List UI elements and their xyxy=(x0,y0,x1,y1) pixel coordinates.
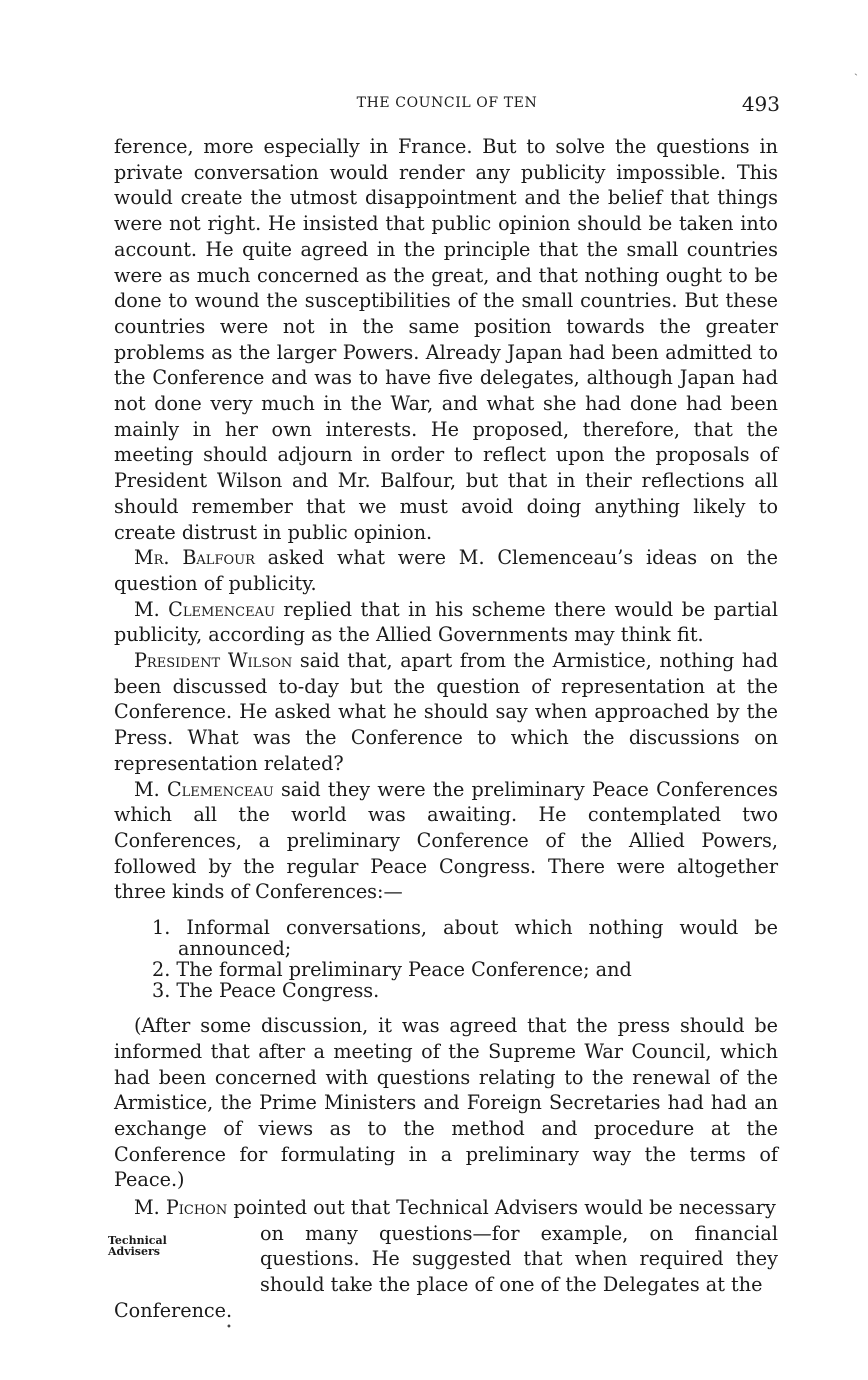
list-item: 2. The formal preliminary Peace Conference; and xyxy=(152,958,632,982)
paragraph-press-note: (After some discussion, it was agreed that the press should be informed that after a meeting of the Supreme War Council, which had been concerned with questions relating to the renewal of the Armistice, the Prime Ministers and Foreign Secretaries had had an exchange of views as to the method and procedure at the Conference for formulating in a preliminary way the terms of Peace.) xyxy=(114,1014,778,1192)
speaker-name: President Wilson xyxy=(134,649,293,673)
running-head: THE COUNCIL OF TEN xyxy=(356,95,538,111)
sidenote-technical-advisers xyxy=(108,1235,198,1257)
paragraph-text: said that, apart from the Armistice, nothing had been discussed to-day but the question of representation at the Conference. He asked what he should say when approached by the Press. What was the Conference to which the discussions on representation related? xyxy=(114,649,778,775)
paragraph-text: replied that in his scheme there would be partial publicity, according as the Allied Governments may think fit. xyxy=(114,597,778,647)
paragraph-clemenceau-2 xyxy=(114,777,778,906)
speaker-name: M. Clemenceau xyxy=(134,597,275,621)
margin-dot: • xyxy=(226,1322,232,1333)
paragraph-text: said they were the preliminary Peace Conferences which all the world was awaiting. He contemplated two Conferences, a preliminary Conference of the Allied Powers, followed by the regular Peace Congress. There were altogether three kinds of Conferences:— xyxy=(114,777,778,904)
sidenote-line: Advisers xyxy=(108,1245,160,1259)
paragraph-continuation: ference, more especially in France. But to solve the questions in private conversation would render any publicity impossible. This would create the utmost disappointment and the belief that things were not right. He insisted that public opinion should be taken into account. He quite agreed in the principle that the small countries were as much concerned as the great, and that nothing ought to be done to wound the susceptibilities of the small countries. But these countries were not in the same position towards the greater problems as the larger Powers. Already Japan had been admitted to the Conference and was to have five delegates, although Japan had not done very much in the War, and what she had done had been mainly in her own interests. He proposed, therefore, that the meeting should adjourn in order to reflect upon the proposals of President Wilson and Mr. Balfour, but that in their reflections all should remember that we must avoid doing anything likely to create distrust in public opinion. xyxy=(114,135,778,544)
paragraph-tail: Conference. xyxy=(114,1298,233,1322)
sidenote-line: Technical xyxy=(108,1234,167,1248)
paragraph-pichon xyxy=(114,1195,778,1221)
paragraph-wilson xyxy=(114,648,778,777)
speaker-name: M. Pichon xyxy=(134,1196,228,1220)
speaker-name: M. Clemenceau xyxy=(134,777,274,801)
list-item: 1. Informal conversations, about which nothing would be announced; xyxy=(152,916,778,961)
conference-list xyxy=(152,917,778,1001)
paragraph-text: asked what were M. Clemenceau’s ideas on the question of publicity. xyxy=(114,546,778,595)
paragraph-balfour xyxy=(114,545,778,596)
page-body xyxy=(108,134,778,1324)
page-number: 493 xyxy=(741,92,780,116)
speaker-name: Mr. Balfour xyxy=(134,546,255,570)
paragraph-text: on many questions—for example, on financial questions. He suggested that when required they should take the place of one of the Delegates at the xyxy=(260,1221,778,1297)
inset-text-block xyxy=(260,1221,778,1298)
paragraph-clemenceau-1 xyxy=(114,597,778,648)
margin-mark: ˏ xyxy=(854,62,858,76)
page-header xyxy=(114,92,780,116)
pichon-section xyxy=(108,1195,778,1324)
paragraph-text: pointed out that Technical Advisers would be necessary xyxy=(227,1196,776,1220)
list-item: 3. The Peace Congress. xyxy=(152,979,380,1003)
